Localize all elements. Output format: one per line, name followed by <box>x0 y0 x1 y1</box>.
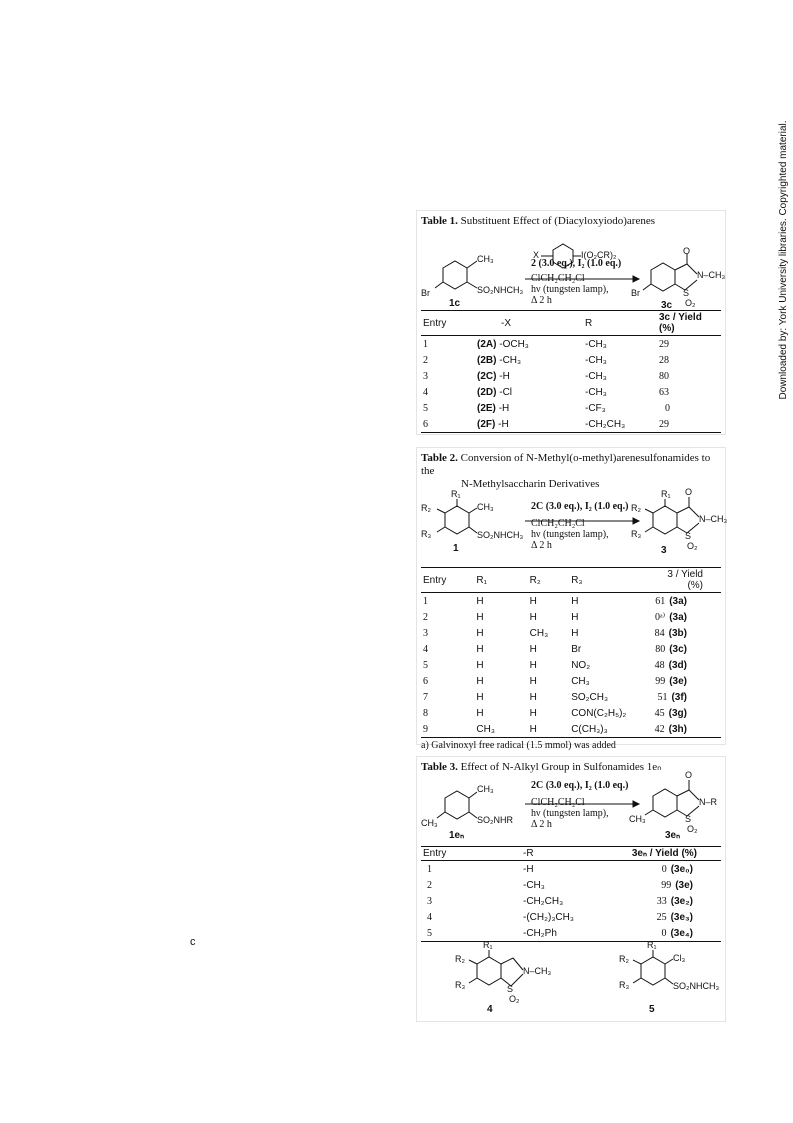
structure-4-ring <box>477 957 501 985</box>
table-2-footnote: a) Galvinoxyl free radical (1.5 mmol) was added <box>421 740 616 751</box>
product-n-r: N–R <box>699 797 718 807</box>
cell-r3: Br <box>571 643 582 655</box>
cell-entry: 1 <box>427 863 432 875</box>
cell-yield <box>625 861 721 878</box>
cell-r3: H <box>571 595 579 607</box>
cell-r1: CH₃ <box>476 723 495 735</box>
start-ch3-ring: CH₃ <box>421 818 438 828</box>
table-3-label: Table 3. <box>421 761 458 773</box>
cell-r1: H <box>476 691 484 703</box>
table-1-caption <box>421 215 721 228</box>
cell-code: (3e) <box>669 675 687 687</box>
cell-x <box>475 384 583 400</box>
start-sulfonamide: SO₂NHR <box>477 815 513 825</box>
table-row <box>421 689 721 705</box>
cell-yield <box>653 593 721 610</box>
condition-2: ClCH₂CH₂Cl <box>531 797 585 808</box>
cell-r3: C(CH₃)₃ <box>571 723 608 735</box>
cell-r3: CH₃ <box>571 675 590 687</box>
condition-3: hν (tungsten lamp), <box>531 529 609 540</box>
condition-3: hν (tungsten lamp), <box>531 808 609 819</box>
table-3-panel <box>416 756 726 1022</box>
s4-o2: O₂ <box>509 994 520 1004</box>
col-entry: Entry <box>423 574 447 586</box>
product-br: Br <box>631 288 640 298</box>
product-ch3: CH₃ <box>629 814 646 824</box>
cell-r: -CH₂CH₃ <box>585 418 626 430</box>
cell-yield <box>653 641 721 657</box>
cell-entry: 4 <box>427 911 432 923</box>
cell-entry: 5 <box>427 927 432 939</box>
table-1-data <box>421 310 721 433</box>
cell-code: (3a) <box>669 611 687 623</box>
table-row <box>421 641 721 657</box>
table-header-row <box>421 847 721 861</box>
table-1-label: Table 1. <box>421 215 458 227</box>
table-2-data <box>421 567 721 738</box>
cell-entry: 2 <box>423 611 428 623</box>
s4-r1: R₁ <box>483 940 493 950</box>
cell-yield-value: 84 <box>654 627 665 639</box>
start-ch3: CH₃ <box>477 784 494 794</box>
col-r: -R <box>523 848 534 859</box>
table-2-title-line2: N-Methylsaccharin Derivatives <box>461 478 600 490</box>
col-r3: R₃ <box>571 574 583 586</box>
cell-r2: H <box>529 691 537 703</box>
cell-entry: 3 <box>427 895 432 907</box>
product-label: 3 <box>661 545 667 556</box>
product-s: S <box>685 531 692 541</box>
table-3-data <box>421 846 721 942</box>
cell-yield-value: 45 <box>654 707 665 719</box>
cell-r: -CH₃ <box>585 386 607 398</box>
cell-code: (3b) <box>668 627 687 639</box>
condition-1: 2C (3.0 eq.), I₂ (1.0 eq.) <box>531 501 629 512</box>
cell-yield <box>625 925 721 942</box>
cell-r: -(CH₂)₃CH₃ <box>523 911 574 923</box>
col-entry: Entry <box>423 848 447 859</box>
table-row <box>421 877 721 893</box>
product-n-ch3: N–CH₃ <box>699 514 728 524</box>
cell-entry: 4 <box>423 643 428 655</box>
cell-yield <box>653 705 721 721</box>
cell-r2: H <box>529 611 537 623</box>
cell-yield-value: 99 <box>655 675 666 687</box>
product-o2: O₂ <box>687 541 698 551</box>
cell-code: (3e₂) <box>670 895 693 907</box>
s5-r3: R₃ <box>619 980 630 990</box>
cell-yield <box>625 877 721 893</box>
structure-5-label: 5 <box>649 1004 655 1015</box>
cell-yield: 28 <box>659 354 669 366</box>
cell-r2: H <box>529 659 537 671</box>
start-r3: R₃ <box>421 529 432 539</box>
cell-yield <box>653 673 721 689</box>
cell-code: (2C) <box>477 370 497 382</box>
cell-entry: 4 <box>423 386 428 398</box>
structure-4-label: 4 <box>487 1004 493 1015</box>
start-ring <box>445 791 469 819</box>
table-row <box>421 673 721 689</box>
cell-r1: H <box>476 627 484 639</box>
cell-code: (2D) <box>477 386 497 398</box>
cell-r3: SO₂CH₃ <box>571 691 609 703</box>
cell-yield <box>653 609 721 625</box>
cell-x <box>475 368 583 384</box>
cell-x-value: -H <box>498 418 509 430</box>
condition-4: Δ 2 h <box>531 540 552 551</box>
product-r2: R₂ <box>631 503 641 513</box>
cell-yield <box>653 689 721 705</box>
col-yield: 3 / Yield (%) <box>667 569 703 591</box>
start-ring <box>443 261 467 289</box>
col-yield: 3eₙ / Yield (%) <box>631 848 697 859</box>
condition-4: Δ 2 h <box>531 819 552 830</box>
table-row <box>421 416 721 433</box>
reagent-iodine: I(O₂CR)₂ <box>581 250 617 260</box>
cell-code: (3g) <box>668 707 687 719</box>
product-s: S <box>683 288 690 298</box>
table-row <box>421 336 721 353</box>
cell-r: -CH₂CH₃ <box>523 895 564 907</box>
table-row <box>421 593 721 610</box>
cell-code: (2E) <box>477 402 496 414</box>
cell-yield-value: 42 <box>654 723 665 735</box>
cell-yield: 29 <box>659 338 669 350</box>
table-row <box>421 893 721 909</box>
s5-sulfonamide: SO₂NHCH₃ <box>673 981 720 991</box>
start-ch3: CH₃ <box>477 254 494 264</box>
reagent-x: X <box>533 250 540 260</box>
cell-code: (2A) <box>477 338 497 350</box>
cell-yield-value: 48 <box>654 659 665 671</box>
s4-r2: R₂ <box>455 954 465 964</box>
stray-character: c <box>190 936 196 948</box>
s4-s: S <box>507 984 514 994</box>
cell-r3: NO₂ <box>571 659 591 671</box>
cell-yield <box>625 909 721 925</box>
cell-x-value: -H <box>498 402 510 414</box>
table-2-conditions <box>531 501 628 551</box>
cell-r3: H <box>571 611 579 623</box>
cell-r3: CON(C₂H₅)₂ <box>571 707 627 719</box>
cell-yield: 63 <box>659 386 669 398</box>
cell-r3: H <box>571 627 579 639</box>
cell-r2: H <box>529 643 537 655</box>
cell-entry: 5 <box>423 659 428 671</box>
s4-n-ch3: N–CH₃ <box>523 966 552 976</box>
product-r3: R₃ <box>631 529 642 539</box>
cell-r1: H <box>476 611 484 623</box>
start-ch3: CH₃ <box>477 502 494 512</box>
table-row <box>421 861 721 878</box>
table-row <box>421 368 721 384</box>
product-o: O <box>685 770 693 780</box>
table-row <box>421 400 721 416</box>
start-r1: R₁ <box>451 489 461 499</box>
table-2-caption <box>421 452 721 491</box>
table-row <box>421 721 721 738</box>
cell-r2: H <box>529 707 537 719</box>
start-ring <box>445 506 469 534</box>
table-row <box>421 625 721 641</box>
cell-r1: H <box>476 707 484 719</box>
cell-r: -CH₃ <box>585 338 607 350</box>
cell-entry: 8 <box>423 707 428 719</box>
cell-yield-value: 33 <box>656 895 667 907</box>
cell-entry: 1 <box>423 338 428 350</box>
cell-entry: 1 <box>423 595 428 607</box>
product-ring <box>653 789 677 817</box>
table-row <box>421 925 721 942</box>
cell-entry: 6 <box>423 675 428 687</box>
start-sulfonamide: SO₂NHCH₃ <box>477 530 524 540</box>
s5-cl3: Cl₃ <box>673 953 686 963</box>
cell-code: (3d) <box>668 659 687 671</box>
cell-yield <box>653 657 721 673</box>
cell-entry: 2 <box>427 879 432 891</box>
cell-yield <box>625 893 721 909</box>
product-o: O <box>685 487 693 497</box>
cell-x-value: -OCH₃ <box>499 338 529 350</box>
cell-code: (3c) <box>669 643 687 655</box>
cell-code: (3e₀) <box>670 863 693 875</box>
cell-yield-value: 0 <box>661 863 667 875</box>
cell-r1: H <box>476 675 484 687</box>
cell-r1: H <box>476 659 484 671</box>
cell-code: (3f) <box>671 691 687 703</box>
cell-yield: 29 <box>659 418 669 430</box>
table-row <box>421 609 721 625</box>
watermark-text: Downloaded by: York University libraries. Copyrighted material. <box>778 120 789 400</box>
cell-r: -H <box>523 863 534 875</box>
condition-1: 2C (3.0 eq.), I₂ (1.0 eq.) <box>531 780 629 791</box>
cell-entry: 6 <box>423 418 428 430</box>
product-label: 3c <box>661 300 673 311</box>
table-2-panel <box>416 447 728 751</box>
cell-r2: H <box>529 675 537 687</box>
start-sulfonamide: SO₂NHCH₃ <box>477 285 524 295</box>
cell-r1: H <box>476 595 484 607</box>
cell-r2: H <box>529 723 537 735</box>
table-3-conditions <box>531 780 628 830</box>
cell-yield <box>653 625 721 641</box>
col-r1: R₁ <box>476 574 487 586</box>
cell-code: (3h) <box>668 723 687 735</box>
table-row <box>421 705 721 721</box>
cell-x <box>475 336 583 353</box>
cell-yield-value: 61 <box>655 595 666 607</box>
table-2-label: Table 2. <box>421 452 458 464</box>
cell-code: (3e₄) <box>670 927 693 939</box>
table-1-scheme <box>421 228 726 311</box>
product-o2: O₂ <box>685 298 696 308</box>
cell-code: (2B) <box>477 354 497 366</box>
structure-5-ring <box>641 957 665 985</box>
cell-r: -CF₃ <box>585 402 606 414</box>
cell-yield: 80 <box>659 370 669 382</box>
table-header-row <box>421 311 721 336</box>
product-ring <box>651 263 675 291</box>
table-3-title: Effect of N-Alkyl Group in Sulfonamides 1eₙ <box>460 761 662 773</box>
cell-yield-value: 0ᵃ⁾ <box>655 611 666 623</box>
table-3-scheme <box>421 770 721 846</box>
cell-code: (3e) <box>675 879 693 891</box>
table-row <box>421 909 721 925</box>
cell-code: (3e₃) <box>670 911 693 923</box>
cell-r2: CH₃ <box>529 627 549 639</box>
start-label: 1 <box>453 543 459 554</box>
cell-entry: 5 <box>423 402 428 414</box>
col-r: R <box>585 317 593 329</box>
cell-yield: 0 <box>665 402 670 414</box>
cell-yield-value: 80 <box>655 643 666 655</box>
product-ring <box>653 506 677 534</box>
product-o: O <box>683 246 691 256</box>
condition-4: Δ 2 h <box>531 295 552 306</box>
cell-r1: H <box>476 643 484 655</box>
product-s: S <box>685 814 692 824</box>
cell-r: -CH₂Ph <box>523 927 557 939</box>
cell-r: -CH₃ <box>523 879 545 891</box>
table-2-scheme <box>421 487 728 567</box>
product-n-ch3: N–CH₃ <box>697 270 726 280</box>
cell-code: (2F) <box>477 418 496 430</box>
col-yield: 3c / Yield (%) <box>659 312 702 334</box>
table-row <box>421 384 721 400</box>
col-entry: Entry <box>423 317 447 329</box>
table-row <box>421 352 721 368</box>
condition-2: ClCH₂CH₂Cl <box>531 273 585 284</box>
product-r1: R₁ <box>661 489 671 499</box>
cell-x <box>475 400 583 416</box>
table-row <box>421 657 721 673</box>
condition-1: 2 (3.0 eq.), I₂ (1.0 eq.) <box>531 258 622 269</box>
s4-r3: R₃ <box>455 980 466 990</box>
table-2-title-line1: Conversion of N-Methyl(o-methyl)arenesulfonamides to the <box>421 452 711 477</box>
cell-x <box>475 352 583 368</box>
start-r2: R₂ <box>421 503 431 513</box>
cell-x-value: -Cl <box>499 386 513 398</box>
condition-2: ClCH₂CH₂Cl <box>531 518 585 529</box>
cell-r2: H <box>529 595 537 607</box>
table-1-panel <box>416 210 726 435</box>
s5-r2: R₂ <box>619 954 629 964</box>
cell-yield-value: 51 <box>657 691 668 703</box>
cell-x-value: -H <box>499 370 510 382</box>
col-x: -X <box>501 317 511 329</box>
cell-r: -CH₃ <box>585 354 607 366</box>
cell-yield-value: 99 <box>661 879 672 891</box>
cell-entry: 9 <box>423 723 428 735</box>
product-label: 3eₙ <box>665 830 681 841</box>
table-header-row <box>421 568 721 593</box>
cell-yield-value: 0 <box>661 927 667 939</box>
cell-entry: 7 <box>423 691 428 703</box>
cell-entry: 3 <box>423 627 428 639</box>
start-label: 1c <box>449 298 461 309</box>
cell-entry: 2 <box>423 354 428 366</box>
start-br: Br <box>421 288 430 298</box>
cell-code: (3a) <box>669 595 687 607</box>
structures-4-and-5 <box>421 942 721 1020</box>
table-1-title: Substituent Effect of (Diacyloxyiodo)arenes <box>460 215 656 227</box>
start-label: 1eₙ <box>449 830 465 841</box>
cell-r: -CH₃ <box>585 370 607 382</box>
product-o2: O₂ <box>687 824 698 834</box>
cell-x <box>475 416 583 433</box>
cell-yield-value: 25 <box>656 911 667 923</box>
s5-r1: R₁ <box>647 940 657 950</box>
cell-entry: 3 <box>423 370 428 382</box>
cell-x-value: -CH₃ <box>499 354 522 366</box>
table-3-caption <box>421 761 721 774</box>
cell-yield <box>653 721 721 738</box>
table-1-conditions <box>531 258 621 306</box>
condition-3: hν (tungsten lamp), <box>531 284 609 295</box>
col-r2: R₂ <box>529 574 541 586</box>
